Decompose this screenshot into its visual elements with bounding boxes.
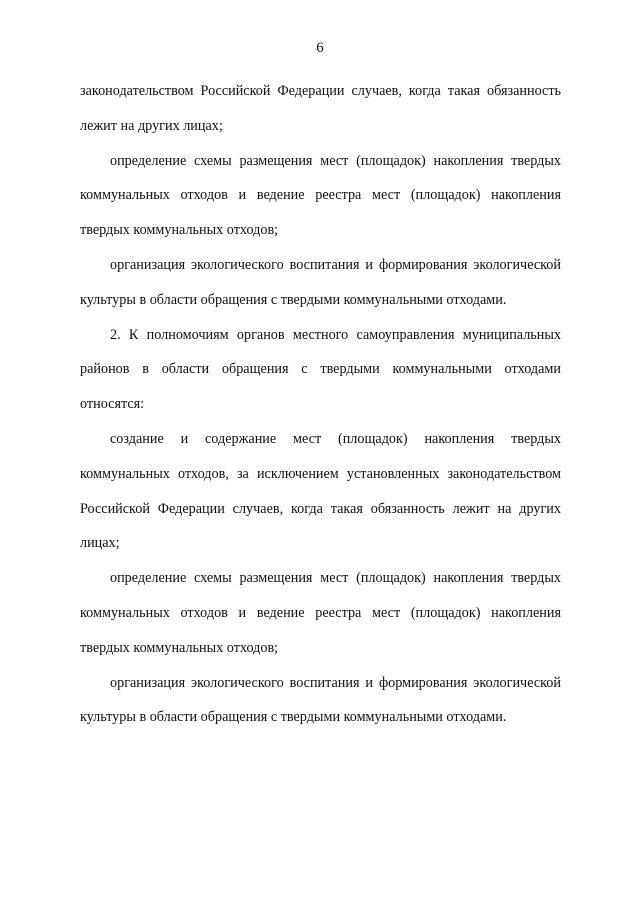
page-number: 6 xyxy=(316,40,324,56)
paragraph-ecological-education: организация экологического воспитания и формирования экологической культуры в области обращения с твердыми коммунальными отходами. xyxy=(80,256,561,308)
paragraph-waste-site-scheme: определение схемы размещения мест (площадок) накопления твердых коммунальных отходов и ведение реестра мест (площадок) накопления твердых коммунальных отходов; xyxy=(80,152,561,239)
paragraph-section-2-heading: 2. К полномочиям органов местного самоуправления муниципальных районов в области обращения с твердыми коммунальными отходами относятся: xyxy=(80,326,561,413)
paragraph-continuation: законодательством Российской Федерации случаев, когда такая обязанность лежит на других лицах; xyxy=(80,83,561,134)
paragraph-ecological-education-2: организация экологического воспитания и формирования экологической культуры в области обращения с твердыми коммунальными отходами. xyxy=(80,674,561,726)
document-body xyxy=(80,74,561,735)
paragraph-create-waste-sites: создание и содержание мест (площадок) накопления твердых коммунальных отходов, за исключением установленных законодательством Российской Федерации случаев, когда такая обязанность лежит на других лицах; xyxy=(80,430,561,552)
paragraph-waste-site-scheme-2: определение схемы размещения мест (площадок) накопления твердых коммунальных отходов и ведение реестра мест (площадок) накопления твердых коммунальных отходов; xyxy=(80,570,561,656)
